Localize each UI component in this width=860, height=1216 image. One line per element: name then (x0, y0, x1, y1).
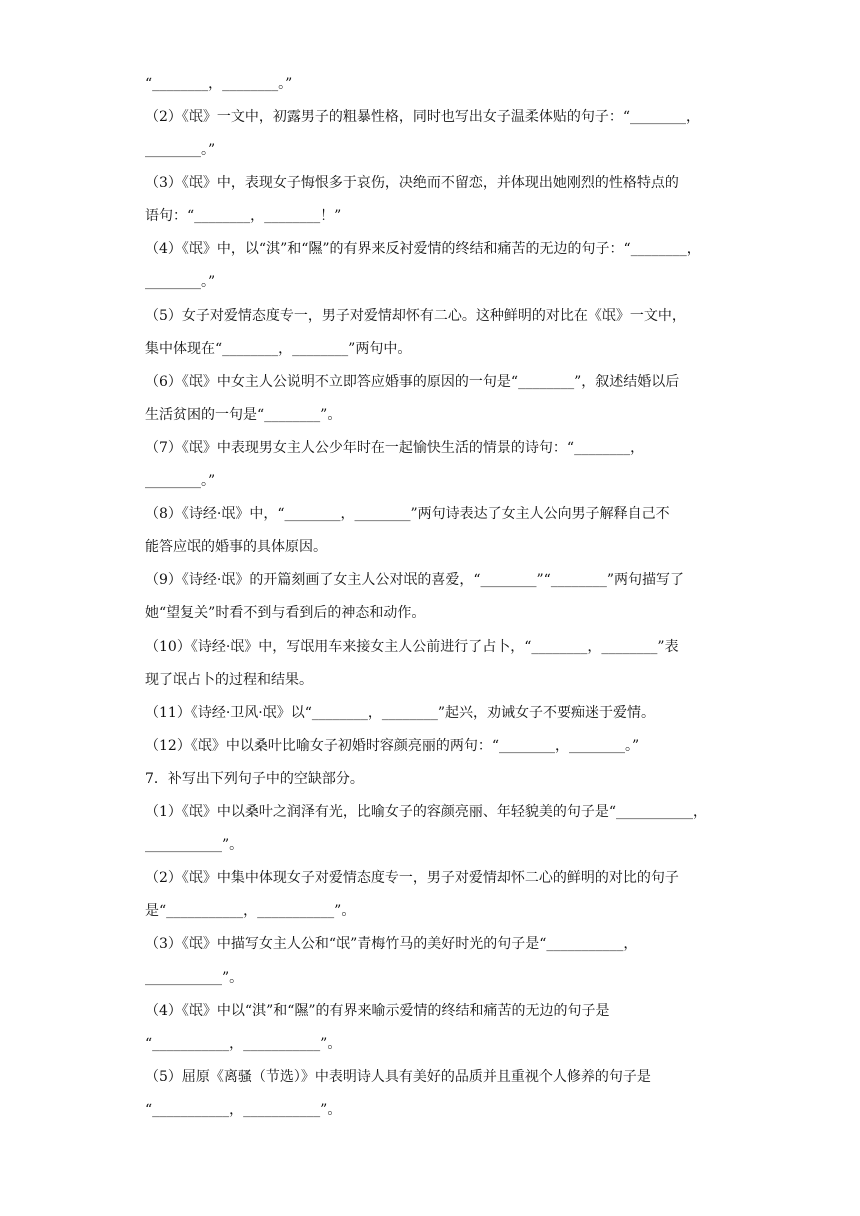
question-line: （8）《诗经·氓》中，“________，________”两句诗表达了女主人公向男子解释自己不 (145, 506, 670, 522)
question-line: （2）《氓》一文中，初露男子的粗暴性格，同时也写出女子温柔体贴的句子：“________， (145, 109, 701, 125)
question-line: （3）《氓》中描写女主人公和“氓”青梅竹马的美好时光的句子是“___________， (145, 936, 638, 952)
text-line: 能答应氓的婚事的具体原因。 (145, 539, 327, 555)
question-line: （7）《氓》中表现男女主人公少年时在一起愉快生活的情景的诗句：“________， (145, 440, 645, 456)
text-line: 她“望复关”时看不到与看到后的神态和动作。 (145, 605, 426, 621)
question-line: （1）《氓》中以桑叶之润泽有光，比喻女子的容颜亮丽、年轻貌美的句子是“___________， (145, 804, 708, 820)
text-line: ________。” (145, 142, 216, 158)
text-line: ___________”。 (145, 970, 244, 986)
text-line: “________，________。” (145, 76, 293, 92)
text-line: “___________，___________”。 (145, 1102, 342, 1118)
text-line: ________。” (145, 473, 216, 489)
question-line: （5）女子对爱情态度专一，男子对爱情却怀有二心。这种鲜明的对比在《氓》一文中， (145, 308, 686, 324)
text-line: 语句：“________，________！” (145, 208, 342, 224)
text-line: “___________，___________”。 (145, 1036, 342, 1052)
question-line: （11）《诗经·卫风·氓》以“________，________”起兴，劝诫女子不要痴迷于爱情。 (145, 705, 656, 721)
question-line: （3）《氓》中，表现女子悔恨多于哀伤，决绝而不留恋，并体现出她刚烈的性格特点的 (145, 175, 679, 191)
question-line: （4）《氓》中，以“淇”和“隰”的有界来反衬爱情的终结和痛苦的无边的句子：“________， (145, 241, 701, 257)
text-line: 集中体现在“________，________”两句中。 (145, 341, 412, 357)
question-line: （5）屈原《离骚（节选）》中表明诗人具有美好的品质并且重视个人修养的句子是 (145, 1069, 651, 1085)
text-line: 生活贫困的一句是“________”。 (145, 407, 342, 423)
text-line: 现了氓占卜的过程和结果。 (145, 672, 313, 688)
question-line: （12）《氓》中以桑叶比喻女子初婚时容颜亮丽的两句：“________，________。” (145, 738, 640, 754)
text-line: ___________”。 (145, 837, 244, 853)
question-line: （2）《氓》中集中体现女子对爱情态度专一，男子对爱情却怀二心的鲜明的对比的句子 (145, 870, 679, 886)
question-line: （6）《氓》中女主人公说明不立即答应婚事的原因的一句是“________”，叙述结婚以后 (145, 374, 680, 390)
question-line: （10）《诗经·氓》中，写氓用车来接女主人公前进行了占卜，“________，________”表 (145, 639, 679, 655)
question-line: （9）《诗经·氓》的开篇刻画了女主人公对氓的喜爱，“________”“________”两句描写了 (145, 572, 684, 588)
question-line: （4）《氓》中以“淇”和“隰”的有界来喻示爱情的终结和痛苦的无边的句子是 (145, 1003, 610, 1019)
text-line: 是“___________，___________”。 (145, 903, 356, 919)
text-line: ________。” (145, 274, 216, 290)
section-heading: 7．补写出下列句子中的空缺部分。 (145, 771, 364, 787)
